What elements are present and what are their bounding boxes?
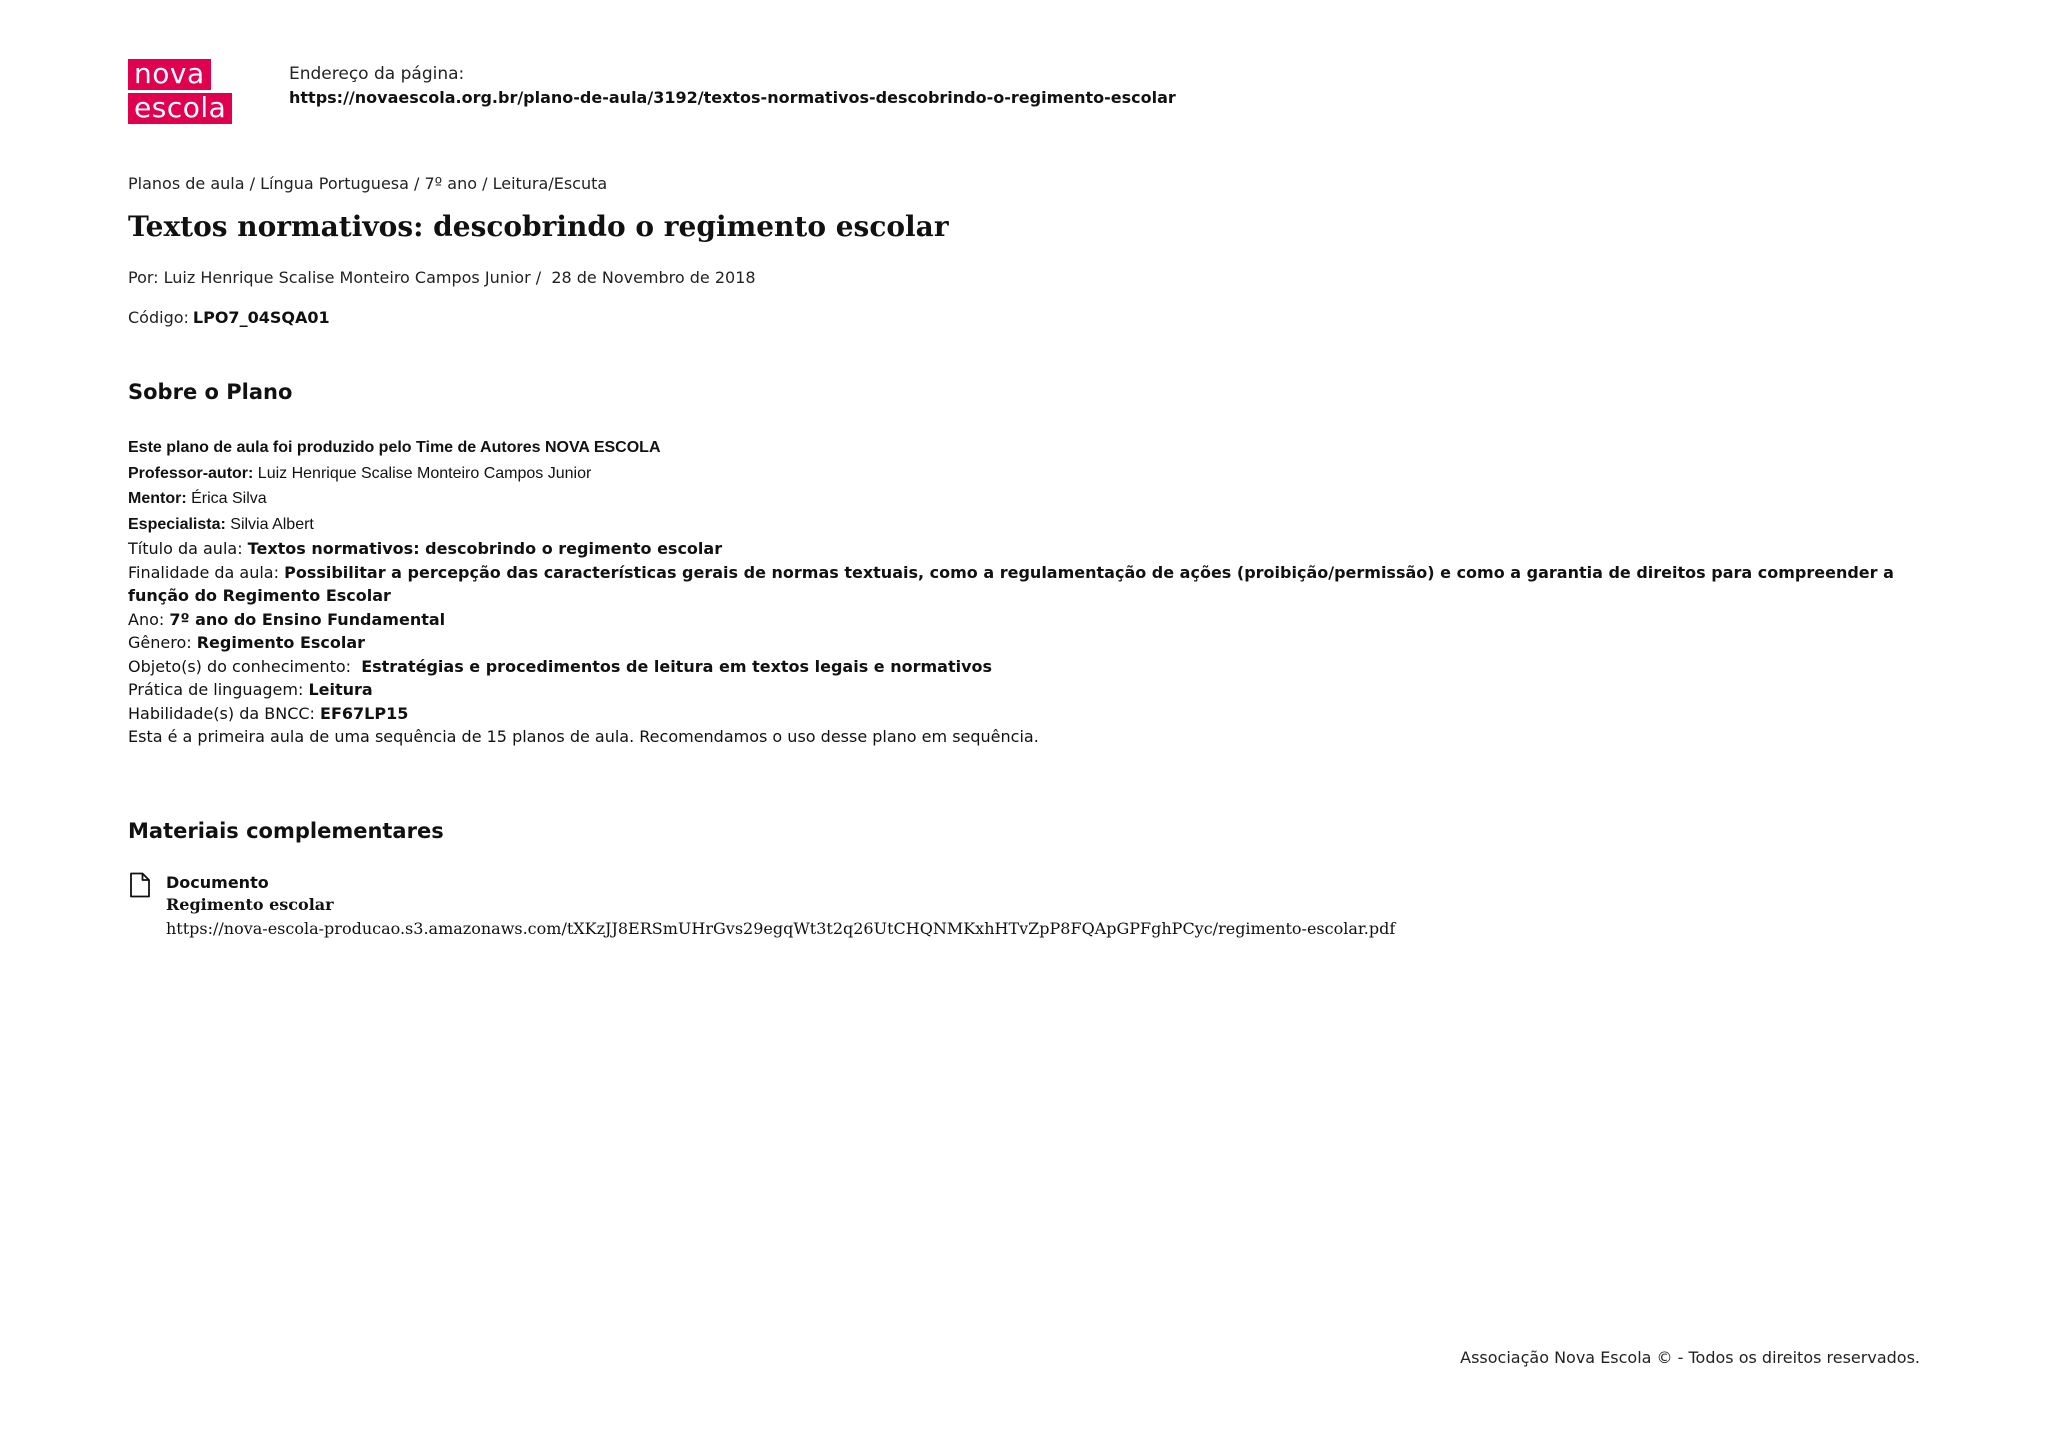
document-icon <box>128 872 152 898</box>
detail-genero <box>128 631 1928 655</box>
professor-value: Luiz Henrique Scalise Monteiro Campos Junior <box>253 464 592 482</box>
breadcrumb <box>128 174 607 193</box>
detail-objeto <box>128 655 1928 679</box>
breadcrumb-separator: / <box>477 174 493 193</box>
genero-value: Regimento Escolar <box>196 633 366 652</box>
breadcrumb-item-lingua[interactable]: Língua Portuguesa <box>260 174 409 193</box>
objeto-value: Estratégias e procedimentos de leitura em textos legais e normativos <box>361 656 993 676</box>
logo-line-2: escola <box>128 93 232 124</box>
habilidade-value: EF67LP15 <box>320 703 409 723</box>
breadcrumb-item-eixo[interactable]: Leitura/Escuta <box>492 174 608 193</box>
plan-credits <box>128 435 661 538</box>
sequence-note: Esta é a primeira aula de uma sequência de 15 planos de aula. Recomendamos o uso desse plano em sequência. <box>128 727 1039 746</box>
detail-titulo <box>128 537 1928 561</box>
objeto-label: Objeto(s) do conhecimento: <box>128 656 362 676</box>
especialista-value: Silvia Albert <box>225 516 314 534</box>
address-label: Endereço da página: <box>289 64 465 84</box>
material-text <box>166 872 1395 942</box>
byline-separator: / <box>530 268 552 287</box>
page-address <box>289 62 1176 110</box>
pratica-value: Leitura <box>308 680 373 699</box>
plan-details <box>128 537 1928 749</box>
breadcrumb-item-ano[interactable]: 7º ano <box>424 174 478 193</box>
professor-label: Professor-autor: <box>128 464 254 482</box>
detail-pratica <box>128 678 1928 702</box>
titulo-value: Textos normativos: descobrindo o regimento escolar <box>247 539 723 558</box>
finalidade-label: Finalidade da aula: <box>128 562 285 582</box>
material-url[interactable]: https://nova-escola-producao.s3.amazonaws.com/tXKzJJ8ERSmUHrGvs29egqWt3t2q26UtCHQNMKxhHTvZpP8FQApGPFghPCyc/regimento-escolar.pdf <box>166 919 1396 938</box>
logo-line-1: nova <box>128 59 211 90</box>
nova-escola-logo[interactable] <box>128 59 235 124</box>
code-label: Código: <box>128 308 189 327</box>
section-heading-materiais: Materiais complementares <box>128 819 444 843</box>
pratica-label: Prática de linguagem: <box>128 680 309 699</box>
detail-habilidade <box>128 702 1928 726</box>
section-heading-sobre: Sobre o Plano <box>128 380 293 404</box>
breadcrumb-separator: / <box>244 174 261 193</box>
breadcrumb-item-planos[interactable]: Planos de aula <box>128 174 245 193</box>
finalidade-value: Possibilitar a percepção das características gerais de normas textuais, como a regulamentação de ações (proibição/permissão) e como a garantia de direitos para compreender a função do Regimento Escolar <box>128 562 1894 605</box>
genero-label: Gênero: <box>128 633 197 652</box>
byline-date: 28 de Novembro de 2018 <box>551 268 756 287</box>
mentor-value: Érica Silva <box>186 490 267 508</box>
ano-label: Ano: <box>128 609 170 629</box>
material-name: Regimento escolar <box>166 895 334 914</box>
mentor-label: Mentor: <box>128 490 187 508</box>
detail-finalidade <box>128 561 1928 608</box>
footer-copyright: Associação Nova Escola © - Todos os direitos reservados. <box>1460 1348 1920 1367</box>
byline-author: Luiz Henrique Scalise Monteiro Campos Junior <box>163 268 531 287</box>
habilidade-label: Habilidade(s) da BNCC: <box>128 703 321 723</box>
byline <box>128 268 756 287</box>
lesson-code <box>128 308 330 327</box>
especialista-label: Especialista: <box>128 516 226 534</box>
byline-prefix: Por: <box>128 268 164 287</box>
detail-ano <box>128 608 1928 632</box>
titulo-label: Título da aula: <box>128 539 248 558</box>
address-url[interactable]: https://novaescola.org.br/plano-de-aula/3192/textos-normativos-descobrindo-o-regimento-escolar <box>289 88 1176 107</box>
credits-intro: Este plano de aula foi produzido pelo Time de Autores NOVA ESCOLA <box>128 439 661 456</box>
material-type: Documento <box>166 873 269 892</box>
page-title: Textos normativos: descobrindo o regimento escolar <box>128 210 949 243</box>
ano-value: 7º ano do Ensino Fundamental <box>169 609 446 629</box>
breadcrumb-separator: / <box>408 174 425 193</box>
code-value: LPO7_04SQA01 <box>192 308 330 327</box>
